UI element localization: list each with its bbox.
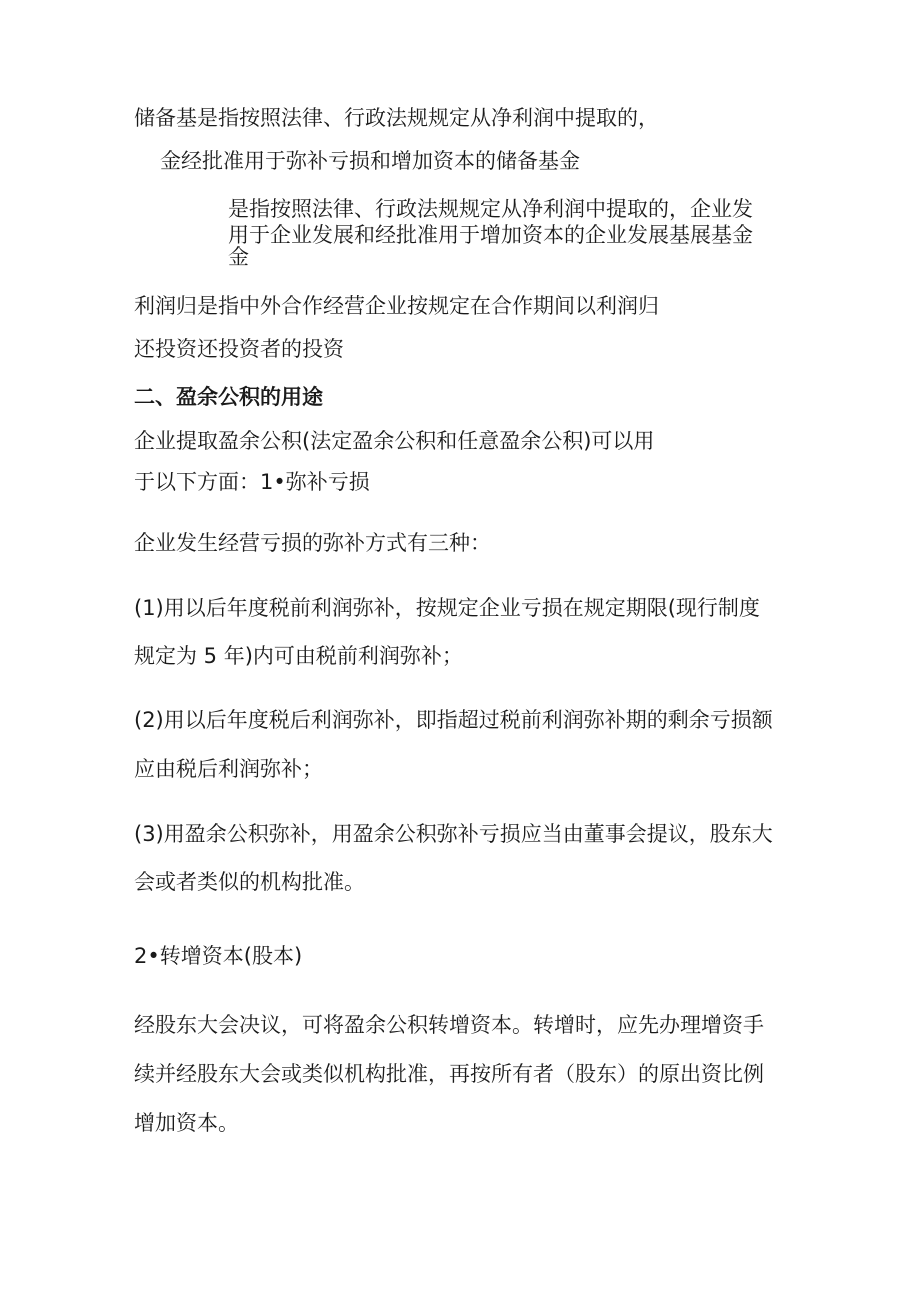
profit-return-line-2: 还投资还投资者的投资 [134,337,344,361]
method-1-line-2: 规定为 5 年)内可由税前利润弥补； [134,644,463,668]
conversion-line-3: 增加资本。 [134,1111,239,1135]
usage-line-2: 于以下方面：1•弥补亏损 [134,470,370,494]
profit-return-line-1: 利润归是指中外合作经营企业按规定在合作期间以利润归 [134,294,659,318]
usage-line-1: 企业提取盈余公积(法定盈余公积和任意盈余公积)可以用 [134,429,655,453]
item-2-heading: 2•转增资本(股本) [134,944,303,968]
method-2-line-2: 应由税后利润弥补； [134,757,323,781]
method-3-line-2: 会或者类似的机构批准。 [134,870,365,894]
method-2-line-1: (2)用以后年度税后利润弥补，即指超过税前利润弥补期的剩余亏损额 [134,708,773,732]
method-3-line-1: (3)用盈余公积弥补，用盈余公积弥补亏损应当由董事会提议，股东大 [134,822,773,846]
conversion-line-2: 续并经股东大会或类似机构批准，再按所有者（股东）的原出资比例 [134,1062,764,1086]
method-1-line-1: (1)用以后年度税前利润弥补，按规定企业亏损在规定期限(现行制度 [134,596,760,620]
methods-intro: 企业发生经营亏损的弥补方式有三种： [134,531,491,555]
intro-line-1: 储备基是指按照法律、行政法规规定从净利润中提取的， [134,106,659,130]
section-heading: 二、盈余公积的用途 [134,385,323,409]
dev-fund-line-1: 是指按照法律、行政法规规定从净利润中提取的，企业发 [228,197,753,221]
conversion-line-1: 经股东大会决议，可将盈余公积转增资本。转增时，应先办理增资手 [134,1013,764,1037]
intro-line-2: 金经批准用于弥补亏损和增加资本的储备基金 [160,149,580,173]
dev-fund-line-2: 用于企业发展和经批准用于增加资本的企业发展基展基金 [228,223,753,247]
dev-fund-line-3: 金 [228,245,249,269]
